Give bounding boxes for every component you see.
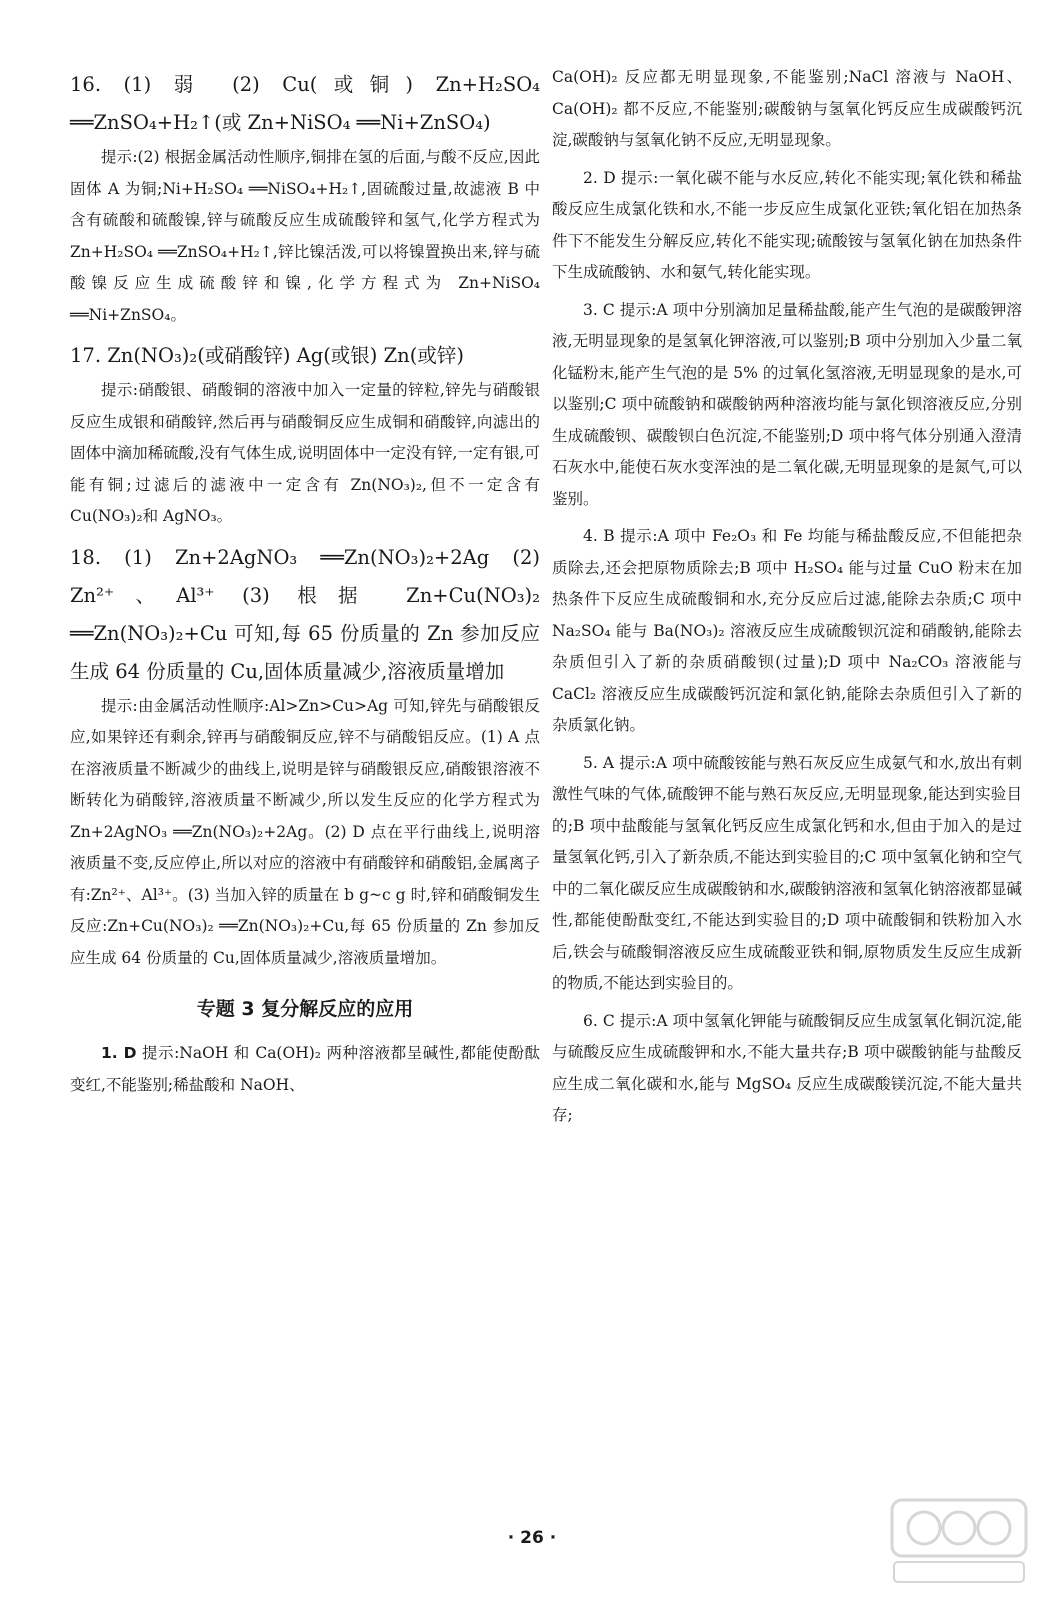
q16-hint: 提示:(2) 根据金属活动性顺序,铜排在氢的后面,与酸不反应,因此固体 A 为铜;Ni+H₂SO₄ ══NiSO₄+H₂↑,固硫酸过量,故滤液 B 中含有硫酸和硫酸镍,锌与硫酸反应生成硫酸锌和氢气,化学方程式为 Zn+H₂SO₄ ══ZnSO₄+H₂↑,锌比镍活泼,可以将镍置换出来,锌与硫酸镍反应生成硫酸锌和镍,化学方程式为 Zn+NiSO₄ ══Ni+ZnSO₄。 — [70, 148, 540, 324]
q1-hint: 提示:NaOH 和 Ca(OH)₂ 两种溶液都呈碱性,都能使酚酞变红,不能鉴别;稀盐酸和 NaOH、 — [70, 1044, 541, 1094]
q16-answer: 16. (1) 弱 (2) Cu(或铜) Zn+H₂SO₄ ══ZnSO₄+H₂↑(或 Zn+NiSO₄ ══Ni+ZnSO₄) — [70, 73, 540, 134]
watermark-logo — [884, 1490, 1034, 1590]
q5-answer: 5. A 提示:A 项中硫酸铵能与熟石灰反应生成氨气和水,放出有刺激性气味的气体,硫酸钾不能与熟石灰反应,无明显现象,能达到实验目的;B 项中盐酸能与氢氧化钙反应生成氯化钙和水,但由于加入的是过量氢氧化钙,引入了新杂质,不能达到实验目的;C 项中氢氧化钠和空气中的二氧化碳反应生成碳酸钠和水,碳酸钠溶液和氢氧化钠溶液都显碱性,都能使酚酞变红,不能达到实验目的;D 项中硫酸铜和铁粉加入水后,铁会与硫酸铜溶液反应生成硫酸亚铁和铜,原物质发生反应生成新的物质,不能达到实验目的。 — [552, 753, 1022, 992]
q1-hint-continued: Ca(OH)₂ 反应都无明显现象,不能鉴别;NaCl 溶液与 NaOH、Ca(OH)₂ 都不反应,不能鉴别;碳酸钠与氢氧化钙反应生成碳酸钙沉淀,碳酸钠与氢氧化钠不反应,无明显现象。 — [552, 68, 1022, 149]
q18-answer: 18. (1) Zn+2AgNO₃ ══Zn(NO₃)₂+2Ag (2) Zn²⁺、Al³⁺ (3) 根据 Zn+Cu(NO₃)₂ ══Zn(NO₃)₂+Cu 可知,每 65 份质量的 Zn 参加反应生成 64 份质量的 Cu,固体质量减少,溶液质量增加 — [70, 545, 540, 683]
q2-answer: 2. D 提示:一氧化碳不能与水反应,转化不能实现;氧化铁和稀盐酸反应生成氯化铁和水,不能一步反应生成氯化亚铁;氧化铝在加热条件下不能发生分解反应,转化不能实现;硫酸铵与氢氧化钠在加热条件下生成硫酸钠、水和氨气,转化能实现。 — [552, 168, 1022, 281]
q1-head: 1. D — [101, 1044, 137, 1062]
q4-answer: 4. B 提示:A 项中 Fe₂O₃ 和 Fe 均能与稀盐酸反应,不但能把杂质除去,还会把原物质除去;B 项中 H₂SO₄ 能与过量 CuO 粉末在加热条件下反应生成硫酸铜和水,充分反应后过滤,能除去杂质;C 项中 Na₂SO₄ 能与 Ba(NO₃)₂ 溶液反应生成硫酸钡沉淀和硝酸钠,能除去杂质但引入了新的杂质硝酸钡(过量);D 项中 Na₂CO₃ 溶液能与 CaCl₂ 溶液反应生成碳酸钙沉淀和氯化钠,能除去杂质但引入了新的杂质氯化钠。 — [552, 527, 1022, 734]
q17-hint: 提示:硝酸银、硝酸铜的溶液中加入一定量的锌粒,锌先与硝酸银反应生成银和硝酸锌,然后再与硝酸铜反应生成铜和硝酸锌,向滤出的固体中滴加稀硫酸,没有气体生成,说明固体中一定没有锌,一定有银,可能有铜;过滤后的滤液中一定含有 Zn(NO₃)₂,但不一定含有 Cu(NO₃)₂和 AgNO₃。 — [70, 381, 540, 525]
left-column — [70, 66, 540, 1107]
page-number: · 26 · — [507, 1528, 557, 1548]
q1-answer — [70, 1038, 540, 1101]
q6-answer: 6. C 提示:A 项中氢氧化钾能与硫酸铜反应生成氢氧化铜沉淀,能与硫酸反应生成硫酸钾和水,不能大量共存;B 项中碳酸钠能与盐酸反应生成二氧化碳和水,能与 MgSO₄ 反应生成碳酸镁沉淀,不能大量共存; — [552, 1011, 1022, 1124]
right-column — [552, 62, 1022, 1138]
q17-answer: 17. Zn(NO₃)₂(或硝酸锌) Ag(或银) Zn(或锌) — [70, 344, 464, 367]
q3-answer: 3. C 提示:A 项中分别滴加足量稀盐酸,能产生气泡的是碳酸钾溶液,无明显现象的是氢氧化钾溶液,可以鉴别;B 项中分别加入少量二氧化锰粉末,能产生气泡的是 5% 的过氧化氢溶液,无明显现象的是水,可以鉴别;C 项中硫酸钠和碳酸钠两种溶液均能与氯化钡溶液反应,分别生成硫酸钡、碳酸钡白色沉淀,不能鉴别;D 项中将气体分别通入澄清石灰水中,能使石灰水变浑浊的是二氧化碳,无明显现象的是氮气,可以鉴别。 — [552, 300, 1022, 508]
q18-hint: 提示:由金属活动性顺序:Al>Zn>Cu>Ag 可知,锌先与硝酸银反应,如果锌还有剩余,锌再与硝酸铜反应,锌不与硝酸铝反应。(1) A 点在溶液质量不断减少的曲线上,说明是锌与硝酸银反应,硝酸银溶液不断转化为硝酸锌,溶液质量不断减少,所以发生反应的化学方程式为 Zn+2AgNO₃ ══Zn(NO₃)₂+2Ag。(2) D 点在平行曲线上,说明溶液质量不变,反应停止,所以对应的溶液中有硝酸锌和硝酸铝,金属离子有:Zn²⁺、Al³⁺。(3) 当加入锌的质量在 b g~c g 时,锌和硝酸铜发生反应:Zn+Cu(NO₃)₂ ══Zn(NO₃)₂+Cu,每 65 份质量的 Zn 参加反应生成 64 份质量的 Cu,固体质量减少,溶液质量增加。 — [70, 696, 540, 967]
section-title: 专题 3 复分解反应的应用 — [196, 998, 414, 1020]
